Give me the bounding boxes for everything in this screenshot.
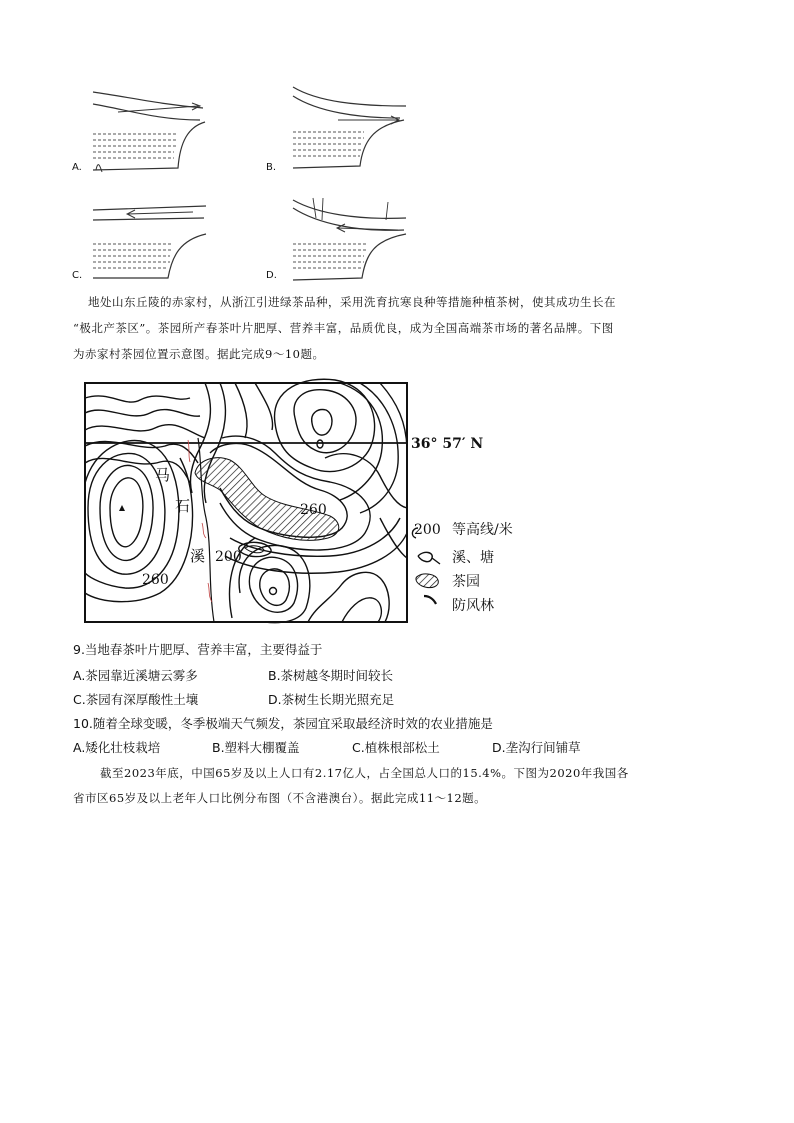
windbreak-icon (424, 596, 436, 604)
option-a-label: A. (72, 162, 82, 173)
map-legend (412, 521, 512, 614)
option-b-label: B. (266, 162, 277, 173)
q9-stem: 9.当地春茶叶片肥厚、营养丰富，主要得益于 (73, 642, 323, 657)
contour-label-200: 200 (215, 549, 242, 565)
intro-9-10-line1: 地处山东丘陵的赤家村，从浙江引进绿茶品种，采用洗育抗寒良种等措施种植茶树，使其成功生长在 (88, 295, 616, 309)
diagram-option-a (88, 82, 213, 174)
q9-option-d[interactable]: D.茶树生长期光照充足 (268, 692, 395, 707)
intro-11-12-line1: 截至2023年底，中国65岁及以上人口有2.17亿人，占全国总人口的15.4%。下图为2020年我国各 (100, 766, 629, 780)
q10-option-c[interactable]: C.植株根部松土 (352, 740, 440, 755)
legend-tea-garden-text: 茶园 (452, 574, 480, 590)
legend-contour-value: 200 (414, 522, 441, 538)
q9-option-b[interactable]: B.茶树越冬期时间较长 (268, 668, 394, 683)
diagram-option-b (288, 82, 413, 174)
legend-windbreak-text: 防风林 (452, 598, 494, 614)
intro-9-10-line3: 为赤家村茶园位置示意图。据此完成9～10题。 (73, 347, 325, 361)
q10-option-b[interactable]: B.塑料大棚覆盖 (212, 740, 300, 755)
diagram-option-d (288, 192, 413, 284)
village-char-1: 马 (155, 466, 171, 484)
q9-option-a[interactable]: A.茶园靠近溪塘云雾多 (73, 668, 198, 683)
stream-pond-icon (418, 552, 440, 564)
q10-option-a[interactable]: A.矮化壮枝栽培 (73, 740, 161, 755)
q10-stem: 10.随着全球变暖，冬季极端天气频发，茶园宜采取最经济时效的农业措施是 (73, 716, 493, 731)
latitude-label: 36° 57′ N (411, 436, 484, 452)
tea-garden-map (80, 378, 530, 628)
diagram-option-c (88, 192, 213, 284)
option-c-label: C. (72, 270, 83, 281)
q9-option-c[interactable]: C.茶园有深厚酸性土壤 (73, 692, 199, 707)
legend-contour-text: 等高线/米 (452, 522, 513, 538)
legend-stream-pond-text: 溪、塘 (452, 550, 494, 566)
village-char-2: 石 (175, 497, 191, 515)
q10-option-d[interactable]: D.垄沟行间铺草 (492, 740, 581, 755)
contour-label-260-top: 260 (300, 502, 327, 518)
village-char-3: 溪 (190, 547, 206, 565)
intro-11-12-line2: 省市区65岁及以上老年人口比例分布图（不含港澳台）。据此完成11～12题。 (73, 791, 487, 805)
intro-9-10-line2: “极北产茶区”。茶园所产春茶叶片肥厚、营养丰富，品质优良，成为全国高端茶市场的著名品牌。下图 (73, 321, 614, 335)
option-d-label: D. (266, 270, 277, 281)
contour-label-260-bottom: 260 (142, 572, 169, 588)
tea-garden-icon (416, 574, 438, 588)
